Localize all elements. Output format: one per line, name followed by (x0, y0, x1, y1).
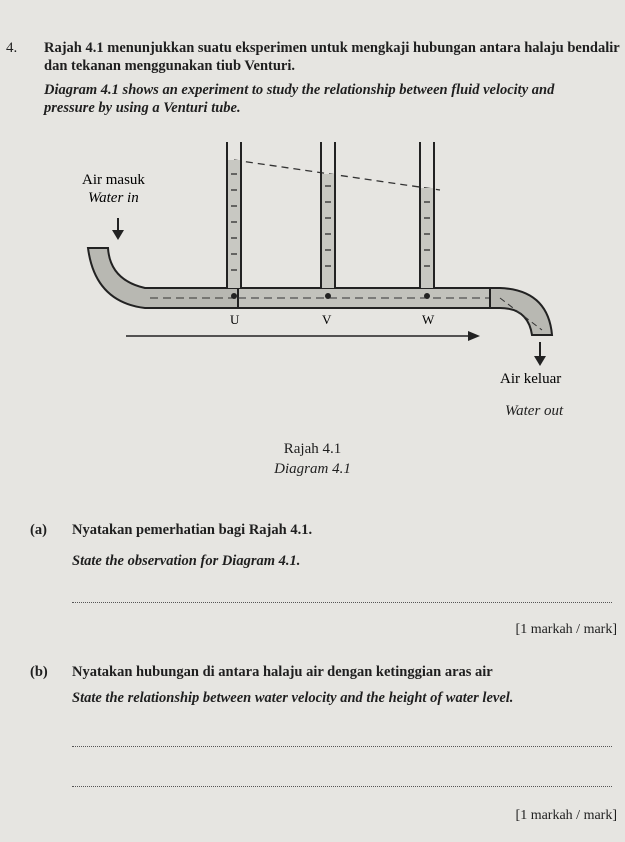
part-b-mark: [1 markah / mark] (515, 808, 617, 823)
water-in-arrow-icon (112, 218, 124, 240)
water-out-arrow-icon (534, 342, 546, 366)
diagram-caption-english: Diagram 4.1 (274, 461, 351, 477)
water-in-malay-label: Air masuk (82, 172, 145, 188)
part-a-label: (a) (30, 522, 47, 538)
part-b-label: (b) (30, 664, 48, 680)
flow-direction-arrow-icon (126, 331, 480, 341)
intro-malay-line-2: dan tekanan menggunakan tiub Venturi. (44, 58, 296, 74)
intro-malay-line-1: Rajah 4.1 menunjukkan suatu eksperimen untuk mengkaji hubungan antara halaju bendalir (44, 40, 620, 56)
part-a-mark: [1 markah / mark] (515, 622, 617, 637)
diagram-caption-malay: Rajah 4.1 (283, 441, 342, 457)
part-b-english: State the relationship between water velocity and the height of water level. (72, 690, 514, 706)
tube-v (321, 142, 335, 299)
intro-english-line-1: Diagram 4.1 shows an experiment to study the relationship between fluid velocity and (44, 82, 555, 98)
intro-english-line-2: pressure by using a Venturi tube. (44, 100, 241, 116)
part-b-answer-line-2[interactable] (72, 786, 612, 787)
part-b-answer-line-1[interactable] (72, 746, 612, 747)
water-in-english-label: Water in (88, 190, 139, 206)
part-a-answer-line[interactable] (72, 602, 612, 603)
label-w: W (422, 312, 435, 327)
question-number: 4. (6, 40, 18, 56)
label-u: U (230, 312, 240, 327)
part-a-english: State the observation for Diagram 4.1. (72, 553, 301, 569)
water-out-english-label: Water out (505, 403, 564, 419)
tube-u (227, 142, 241, 299)
outlet-bend (490, 288, 552, 335)
inlet-bend (88, 248, 238, 308)
part-b-malay: Nyatakan hubungan di antara halaju air dengan ketinggian aras air (72, 664, 493, 680)
label-v: V (322, 312, 332, 327)
water-out-malay-label: Air keluar (500, 371, 562, 387)
water-level-trend-line (234, 160, 440, 190)
tube-w (420, 142, 434, 299)
venturi-tube-diagram (0, 130, 625, 390)
part-a-malay: Nyatakan pemerhatian bagi Rajah 4.1. (72, 522, 313, 538)
